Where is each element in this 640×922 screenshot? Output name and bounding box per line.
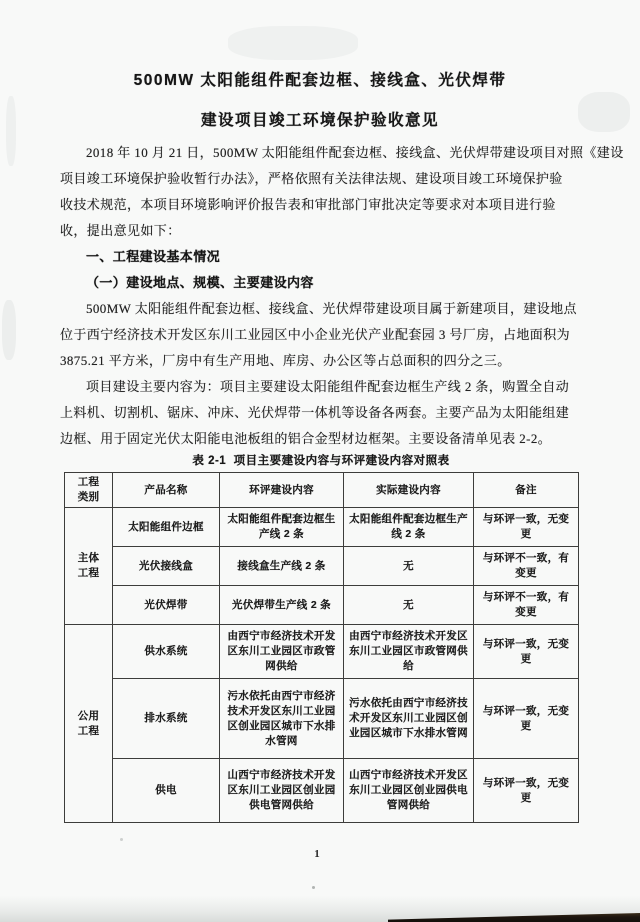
- cell-product: 供电: [113, 759, 220, 823]
- table-header-row: [65, 473, 579, 508]
- cell-actual: 无: [344, 586, 474, 625]
- cell-note: 与环评不一致，有变更: [474, 586, 579, 625]
- cell-product: 光伏接线盒: [113, 547, 220, 586]
- scan-edge: [388, 911, 640, 922]
- table-row: [65, 586, 579, 625]
- paragraph1-line2: 项目竣工环境保护验收暂行办法》，严格依照有关法律法规、建设项目竣工环境保护验: [60, 171, 563, 186]
- cell-eia: 接线盒生产线 2 条: [220, 547, 344, 586]
- header-product: 产品名称: [113, 473, 220, 508]
- paragraph2-line2: 位于西宁经济技术开发区东川工业园区中小企业光伏产业配套园 3 号厂房，占地面积为: [60, 327, 571, 342]
- cell-product: 供水系统: [113, 625, 220, 679]
- table-row: [65, 547, 579, 586]
- section-heading-1-1: （一）建设地点、规模、主要建设内容: [86, 275, 314, 290]
- paragraph3-line3: 边框、用于固定光伏太阳能电池板组的铝合金型材边框架。主要设备清单见表 2-2。: [60, 431, 552, 446]
- group-cell-utility-works: 公用工程: [65, 625, 113, 823]
- cell-actual: 由西宁市经济技术开发区东川工业园区市政管网供给: [344, 625, 474, 679]
- cell-eia: 太阳能组件配套边框生产线 2 条: [220, 508, 344, 547]
- table-row: [65, 625, 579, 679]
- paragraph1-line1: 2018 年 10 月 21 日，500MW 太阳能组件配套边框、接线盒、光伏焊带建设项目对照《建设: [86, 145, 624, 160]
- section-heading-1: 一、工程建设基本情况: [86, 249, 221, 264]
- scan-speck: [120, 838, 123, 841]
- comparison-table: [64, 472, 579, 823]
- paragraph2-line1: 500MW 太阳能组件配套边框、接线盒、光伏焊带建设项目属于新建项目，建设地点: [86, 301, 577, 316]
- table-caption: 表 2-1 项目主要建设内容与环评建设内容对照表: [192, 455, 450, 467]
- cell-eia: 光伏焊带生产线 2 条: [220, 586, 344, 625]
- group-cell-main-works: 主体工程: [65, 508, 113, 625]
- cell-note: 与环评一致，无变更: [474, 759, 579, 823]
- scan-smudge: [2, 300, 16, 360]
- document-title-line2: 建设项目竣工环境保护验收意见: [200, 112, 439, 129]
- table-row: [65, 508, 579, 547]
- scan-speck: [312, 886, 315, 889]
- header-category: 工程类别: [65, 473, 113, 508]
- table-row: [65, 759, 579, 823]
- cell-product: 光伏焊带: [113, 586, 220, 625]
- paragraph2-line3: 3875.21 平方米，厂房中有生产用地、库房、办公区等占总面积的四分之三。: [60, 353, 511, 368]
- scan-bottom-shade: [0, 896, 640, 922]
- paragraph1-line3: 收技术规范，本项目环境影响评价报告表和审批部门审批决定等要求对本项目进行验: [60, 197, 556, 212]
- cell-product: 太阳能组件边框: [113, 508, 220, 547]
- paragraph3-line1: 项目建设主要内容为：项目主要建设太阳能组件配套边框生产线 2 条，购置全自动: [86, 379, 570, 394]
- header-note: 备注: [474, 473, 579, 508]
- cell-actual: 山西宁市经济技术开发区东川工业园区创业园供电管网供给: [344, 759, 474, 823]
- cell-actual: 无: [344, 547, 474, 586]
- cell-actual: 污水依托由西宁市经济技术开发区东川工业园区创业园区城市下水排水管网: [344, 679, 474, 759]
- cell-eia: 由西宁市经济技术开发区东川工业园区市政管网供给: [220, 625, 344, 679]
- cell-note: 与环评一致，无变更: [474, 625, 579, 679]
- cell-eia: 污水依托由西宁市经济技术开发区东川工业园区创业园区城市下水排水管网: [220, 679, 344, 759]
- cell-product: 排水系统: [113, 679, 220, 759]
- table-row: [65, 679, 579, 759]
- scan-smudge: [6, 96, 16, 166]
- cell-note: 与环评不一致，有变更: [474, 547, 579, 586]
- scan-smudge: [228, 26, 358, 60]
- document-body: [60, 140, 624, 452]
- cell-actual: 太阳能组件配套边框生产线 2 条: [344, 508, 474, 547]
- page-number: 1: [314, 848, 320, 860]
- paragraph1-line4: 收，提出意见如下：: [60, 223, 181, 238]
- header-eia: 环评建设内容: [220, 473, 344, 508]
- paragraph3-line2: 上料机、切割机、锯床、冲床、光伏焊带一体机等设备各两套。主要产品为太阳能组建: [60, 405, 570, 420]
- cell-eia: 山西宁市经济技术开发区东川工业园区创业园供电管网供给: [220, 759, 344, 823]
- cell-note: 与环评一致，无变更: [474, 679, 579, 759]
- header-actual: 实际建设内容: [344, 473, 474, 508]
- cell-note: 与环评一致，无变更: [474, 508, 579, 547]
- document-title-line1: 500MW 太阳能组件配套边框、接线盒、光伏焊带: [133, 72, 507, 89]
